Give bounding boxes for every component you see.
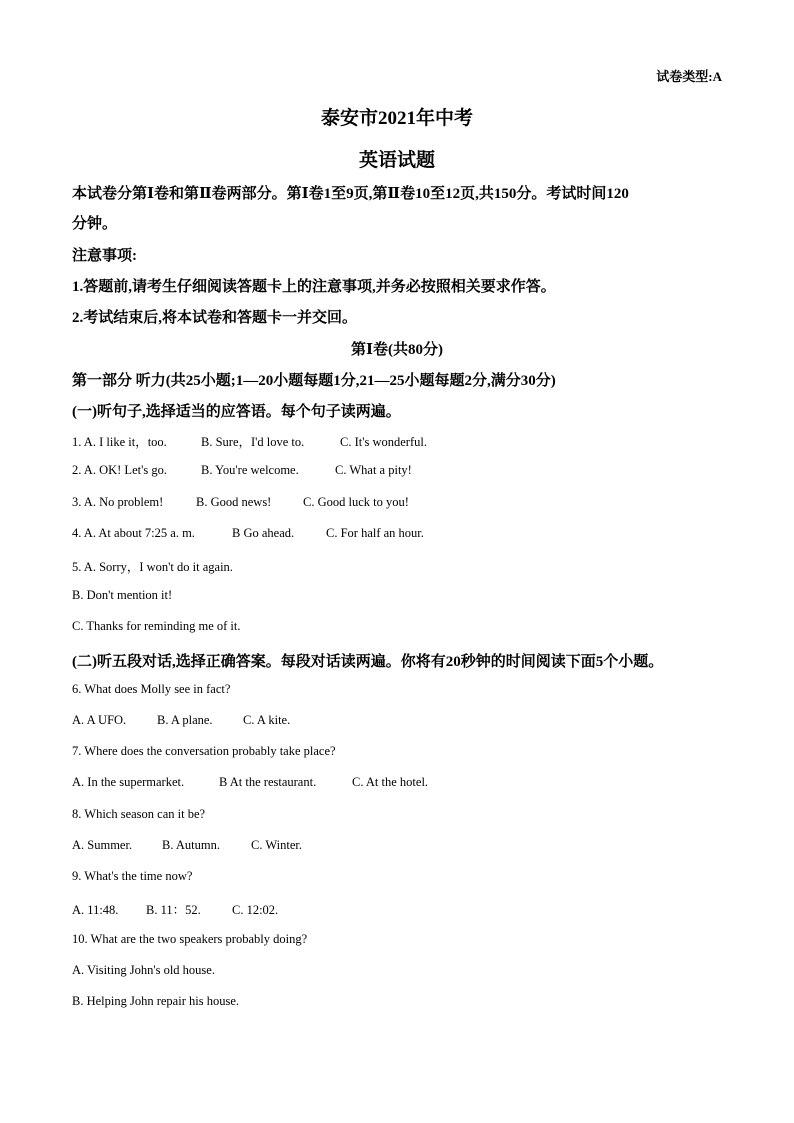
notes-item-1: 1.答题前,请考生仔细阅读答题卡上的注意事项,并务必按照相关要求作答。 [72, 279, 556, 295]
option-2b: B. You're welcome. [201, 463, 299, 477]
question-4 [72, 526, 424, 541]
option-9a: A. 11:48. [72, 903, 119, 917]
section1-heading: (一)听句子,选择适当的应答语。每个句子读两遍。 [72, 404, 401, 420]
option-6a: A. A UFO. [72, 713, 127, 727]
notes-item-2: 2.考试结束后,将本试卷和答题卡一并交回。 [72, 310, 358, 326]
exam-title: 泰安市2021年中考 [320, 108, 473, 129]
paper-type-label: 试卷类型:A [656, 69, 722, 84]
question-10: 10. What are the two speakers probably doing? [72, 932, 308, 946]
intro-line-2: 分钟。 [72, 216, 118, 232]
question-10-option-a: A. Visiting John's old house. [72, 963, 215, 977]
question-5a: 5. A. Sorry，I won't do it again. [72, 560, 233, 574]
option-8a: A. Summer. [72, 838, 133, 852]
option-1c: C. It's wonderful. [340, 435, 427, 449]
option-6b: B. A plane. [157, 713, 213, 727]
option-3b: B. Good news! [196, 495, 272, 509]
option-4b: B Go ahead. [232, 526, 295, 540]
volume1-heading: 第Ⅰ卷(共80分) [350, 342, 443, 358]
intro-line-1: 本试卷分第Ⅰ卷和第Ⅱ卷两部分。第Ⅰ卷1至9页,第Ⅱ卷10至12页,共150分。考试时间120 [72, 186, 629, 202]
part1-heading: 第一部分 听力(共25小题;1—20小题每题1分,21—25小题每题2分,满分30分) [72, 373, 556, 389]
option-7c: C. At the hotel. [352, 775, 429, 789]
option-3a: 3. A. No problem! [72, 495, 164, 509]
option-7b: B At the restaurant. [219, 775, 317, 789]
option-2c: C. What a pity! [335, 463, 412, 477]
question-7-options [72, 775, 428, 790]
section2-heading: (二)听五段对话,选择正确答案。每段对话读两遍。你将有20秒钟的时间阅读下面5个小题。 [72, 654, 664, 670]
question-6-options [72, 713, 290, 728]
question-2 [72, 463, 412, 478]
notes-heading: 注意事项: [72, 248, 137, 264]
question-3 [72, 495, 409, 510]
question-5b: B. Don't mention it! [72, 588, 173, 602]
option-4c: C. For half an hour. [326, 526, 424, 540]
option-3c: C. Good luck to you! [303, 495, 409, 509]
question-9-options [72, 900, 278, 918]
option-8c: C. Winter. [251, 838, 303, 852]
question-9: 9. What's the time now? [72, 869, 193, 883]
question-1 [72, 432, 427, 450]
option-6c: C. A kite. [243, 713, 291, 727]
option-7a: A. In the supermarket. [72, 775, 185, 789]
option-1b: B. Sure，I'd love to. [201, 435, 305, 449]
question-10-option-b: B. Helping John repair his house. [72, 994, 239, 1008]
question-8-options [72, 838, 302, 853]
option-9b: B. 11：52. [146, 903, 201, 917]
question-5c: C. Thanks for reminding me of it. [72, 619, 241, 633]
exam-subtitle: 英语试题 [358, 150, 435, 171]
option-2a: 2. A. OK! Let's go. [72, 463, 167, 477]
question-7: 7. Where does the conversation probably take place? [72, 744, 336, 758]
option-8b: B. Autumn. [162, 838, 220, 852]
option-1a: 1. A. I like it，too. [72, 435, 167, 449]
question-8: 8. Which season can it be? [72, 807, 206, 821]
option-9c: C. 12:02. [232, 903, 279, 917]
option-4a: 4. A. At about 7:25 a. m. [72, 526, 195, 540]
question-6: 6. What does Molly see in fact? [72, 682, 231, 696]
